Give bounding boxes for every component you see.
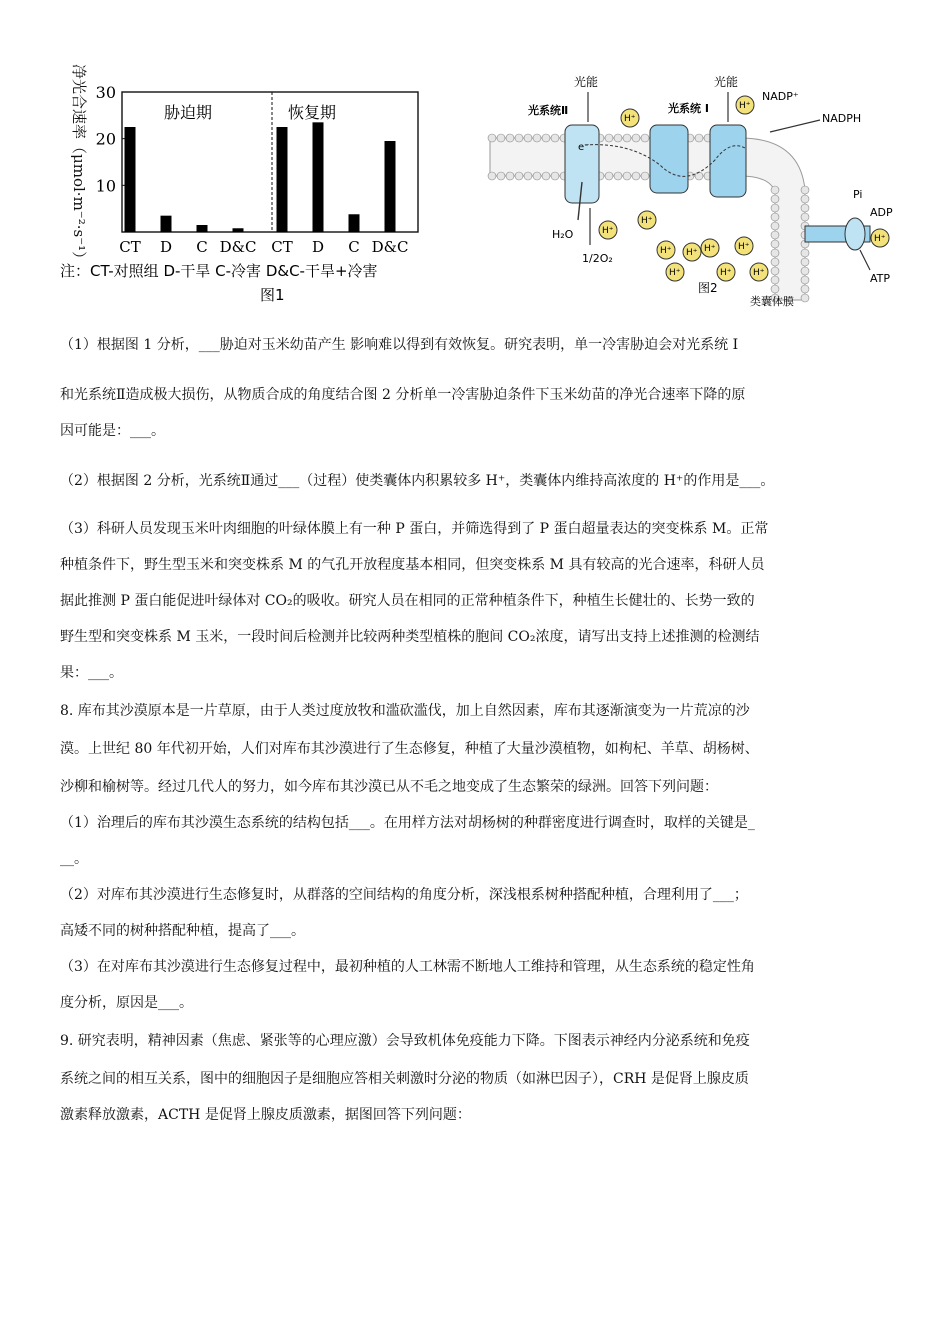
lipid-head	[801, 213, 809, 221]
text-line: 9. 研究表明，精神因素（焦虑、紧张等的心理应激）会导致机体免疫能力下降。下图表示神经内分泌系统和免疫	[60, 1033, 750, 1049]
x-tick-labels	[119, 238, 408, 256]
atp-synthase-head	[845, 218, 865, 250]
lipid-head	[497, 172, 505, 180]
text-line: （3）在对库布其沙漠进行生态修复过程中，最初种植的人工林需不断地人工维持和管理，从生态系统的稳定性角	[60, 959, 755, 975]
lipid-head	[771, 258, 779, 266]
y-tick-label: 20	[95, 129, 116, 149]
nadph-label: NADPH	[822, 112, 862, 125]
lipid-head	[771, 285, 779, 293]
bars	[125, 122, 396, 232]
text-line: （3）科研人员发现玉米叶肉细胞的叶绿体膜上有一种 P 蛋白，并筛选得到了 P 蛋白超量表达的突变株系 M。正常	[60, 521, 769, 537]
lipid-head	[801, 267, 809, 275]
bar	[161, 216, 172, 232]
proton-label: H⁺	[641, 216, 653, 226]
text-line: 果：___。	[60, 665, 123, 681]
lipid-head	[632, 172, 640, 180]
lipid-head	[771, 267, 779, 275]
text-line: 沙柳和榆树等。经过几代人的努力，如今库布其沙漠已从不毛之地变成了生态繁荣的绿洲。回答下列问题：	[60, 779, 718, 795]
membrane-label: 类囊体膜	[750, 295, 794, 308]
photosystem-2	[565, 125, 599, 203]
lipid-head	[801, 249, 809, 257]
cytochrome-complex	[650, 125, 688, 193]
lipid-head	[623, 172, 631, 180]
y-axis-label: 净光合速率（μmol·m⁻²·s⁻¹）	[70, 64, 88, 267]
lipid-head	[771, 195, 779, 203]
photosystem-1	[710, 125, 746, 197]
text-line: 据此推测 P 蛋白能促进叶绿体对 CO₂的吸收。研究人员在相同的正常种植条件下，种植生长健壮的、长势一致的	[60, 593, 755, 609]
text-line: （1）治理后的库布其沙漠生态系统的结构包括___。在用样方法对胡杨树的种群密度进行调查时，取样的关键是_	[60, 815, 755, 831]
x-tick-label: D	[311, 238, 325, 256]
text-line: 系统之间的相互关系，图中的细胞因子是细胞应答相关刺激时分泌的物质（如淋巴因子），CRH 是促肾上腺皮质	[60, 1071, 749, 1087]
x-tick-label: D	[159, 238, 173, 256]
proton-label: H⁺	[720, 268, 732, 278]
lipid-head	[771, 186, 779, 194]
atp-arrow	[860, 250, 870, 270]
lipid-head	[771, 231, 779, 239]
text-line: （1）根据图 1 分析，___胁迫对玉米幼苗产生 影响难以得到有效恢复。研究表明，单一冷害胁迫会对光系统 Ⅰ	[60, 337, 739, 353]
proton-label: H⁺	[669, 268, 681, 278]
lipid-head	[506, 134, 514, 142]
ps1-label: 光系统 Ⅰ	[668, 102, 709, 115]
text-line: 漠。上世纪 80 年代初开始，人们对库布其沙漠进行了生态修复，种植了大量沙漠植物，如枸杞、羊草、胡杨树、	[60, 741, 759, 757]
lipid-head	[641, 172, 649, 180]
atp-label: ATP	[870, 272, 891, 285]
proton-label: H⁺	[874, 234, 886, 244]
group-label-recovery: 恢复期	[288, 103, 337, 122]
figure-area	[60, 50, 900, 310]
text-line: 8. 库布其沙漠原本是一片草原，由于人类过度放牧和滥砍滥伐，加上自然因素，库布其逐渐演变为一片荒凉的沙	[60, 703, 750, 719]
proton-label: H⁺	[739, 101, 751, 111]
x-tick-label: D&C	[219, 238, 257, 256]
x-tick-label: D&C	[371, 238, 409, 256]
lipid-head	[801, 186, 809, 194]
question-text	[60, 334, 900, 1134]
lipid-head	[801, 258, 809, 266]
bar	[277, 127, 288, 232]
lipid-head	[533, 134, 541, 142]
figure2-thylakoid-diagram	[470, 70, 900, 310]
text-line: （2）根据图 2 分析，光系统Ⅱ通过___（过程）使类囊体内积累较多 H⁺，类囊体内维持高浓度的 H⁺的作用是___。	[60, 473, 775, 489]
lipid-head	[801, 285, 809, 293]
text-line: 因可能是：___。	[60, 423, 165, 439]
y-tick-label: 10	[95, 176, 116, 196]
lipid-head	[695, 172, 703, 180]
nadp-label: NADP⁺	[762, 90, 799, 103]
lipid-head	[801, 204, 809, 212]
proton-label: H⁺	[686, 248, 698, 258]
lipid-head	[771, 276, 779, 284]
text-line: 野生型和突变株系 M 玉米，一段时间后检测并比较两种类型植株的胞间 CO₂浓度，请写出支持上述推测的检测结	[60, 629, 760, 645]
lipid-head	[524, 134, 532, 142]
lipid-head	[551, 172, 559, 180]
lipid-head	[695, 134, 703, 142]
lipid-head	[551, 134, 559, 142]
x-tick-label: CT	[119, 238, 141, 256]
lipid-head	[614, 172, 622, 180]
text-line: 度分析，原因是___。	[60, 995, 193, 1011]
lipid-head	[533, 172, 541, 180]
x-tick-label: CT	[271, 238, 293, 256]
text-line: 高矮不同的树种搭配种植，提高了___。	[60, 923, 305, 939]
lipid-head	[771, 240, 779, 248]
x-tick-label: C	[348, 238, 360, 256]
lipid-head	[801, 294, 809, 302]
lipid-head	[542, 134, 550, 142]
bar	[197, 225, 208, 232]
proton-label: H⁺	[753, 268, 765, 278]
nadph-arrow	[770, 120, 820, 132]
lipid-head	[497, 134, 505, 142]
text-line: 激素释放激素，ACTH 是促肾上腺皮质激素，据图回答下列问题：	[60, 1107, 471, 1123]
text-line: 种植条件下，野生型玉米和突变株系 M 的气孔开放程度基本相同，但突变株系 M 具有较高的光合速率，科研人员	[60, 557, 765, 573]
text-line: （2）对库布其沙漠进行生态修复时，从群落的空间结构的角度分析，深浅根系树种搭配种植，合理利用了___；	[60, 887, 748, 903]
proton-label: H⁺	[602, 226, 614, 236]
lipid-head	[771, 249, 779, 257]
lipid-head	[614, 134, 622, 142]
lipid-head	[771, 213, 779, 221]
bar	[125, 127, 136, 232]
figure1-note: 注：CT-对照组 D-干旱 C-冷害 D&C-干旱+冷害	[60, 262, 378, 280]
proton-label: H⁺	[624, 114, 636, 124]
lipid-head	[488, 134, 496, 142]
light-label-1: 光能	[574, 75, 599, 89]
figure2-caption: 图2	[698, 281, 718, 295]
lipid-head	[542, 172, 550, 180]
bar	[385, 141, 396, 232]
lipid-head	[488, 172, 496, 180]
o2-label: 1/2O₂	[582, 252, 613, 265]
bar	[233, 228, 244, 232]
figure1-caption: 图1	[260, 286, 285, 304]
lipid-head	[623, 134, 631, 142]
group-label-stress: 胁迫期	[164, 103, 213, 122]
lipid-head	[632, 134, 640, 142]
proton-label: H⁺	[660, 246, 672, 256]
lipid-head	[605, 172, 613, 180]
lipid-head	[524, 172, 532, 180]
adp-label: ADP	[870, 206, 893, 219]
light-label-2: 光能	[714, 75, 739, 89]
pi-label: Pi	[853, 188, 863, 201]
bar	[313, 122, 324, 232]
lipid-head	[801, 276, 809, 284]
x-tick-label: C	[196, 238, 208, 256]
electron-label: e⁻	[578, 142, 590, 153]
bar	[349, 214, 360, 232]
ps2-label: 光系统Ⅱ	[528, 104, 569, 117]
text-line: 和光系统Ⅱ造成极大损伤，从物质合成的角度结合图 2 分析单一冷害胁迫条件下玉米幼苗的净光合速率下降的原	[60, 387, 746, 403]
y-tick-label: 30	[95, 83, 116, 102]
lipid-head	[641, 134, 649, 142]
lipid-head	[801, 195, 809, 203]
proton-label: H⁺	[704, 244, 716, 254]
figure1-bar-chart	[60, 50, 470, 310]
lipid-head	[515, 134, 523, 142]
lipid-head	[771, 204, 779, 212]
lipid-head	[515, 172, 523, 180]
lipid-head	[605, 134, 613, 142]
lipid-head	[771, 222, 779, 230]
water-label: H₂O	[552, 228, 574, 241]
lipid-head	[506, 172, 514, 180]
proton-label: H⁺	[738, 242, 750, 252]
text-line: __。	[60, 851, 88, 867]
